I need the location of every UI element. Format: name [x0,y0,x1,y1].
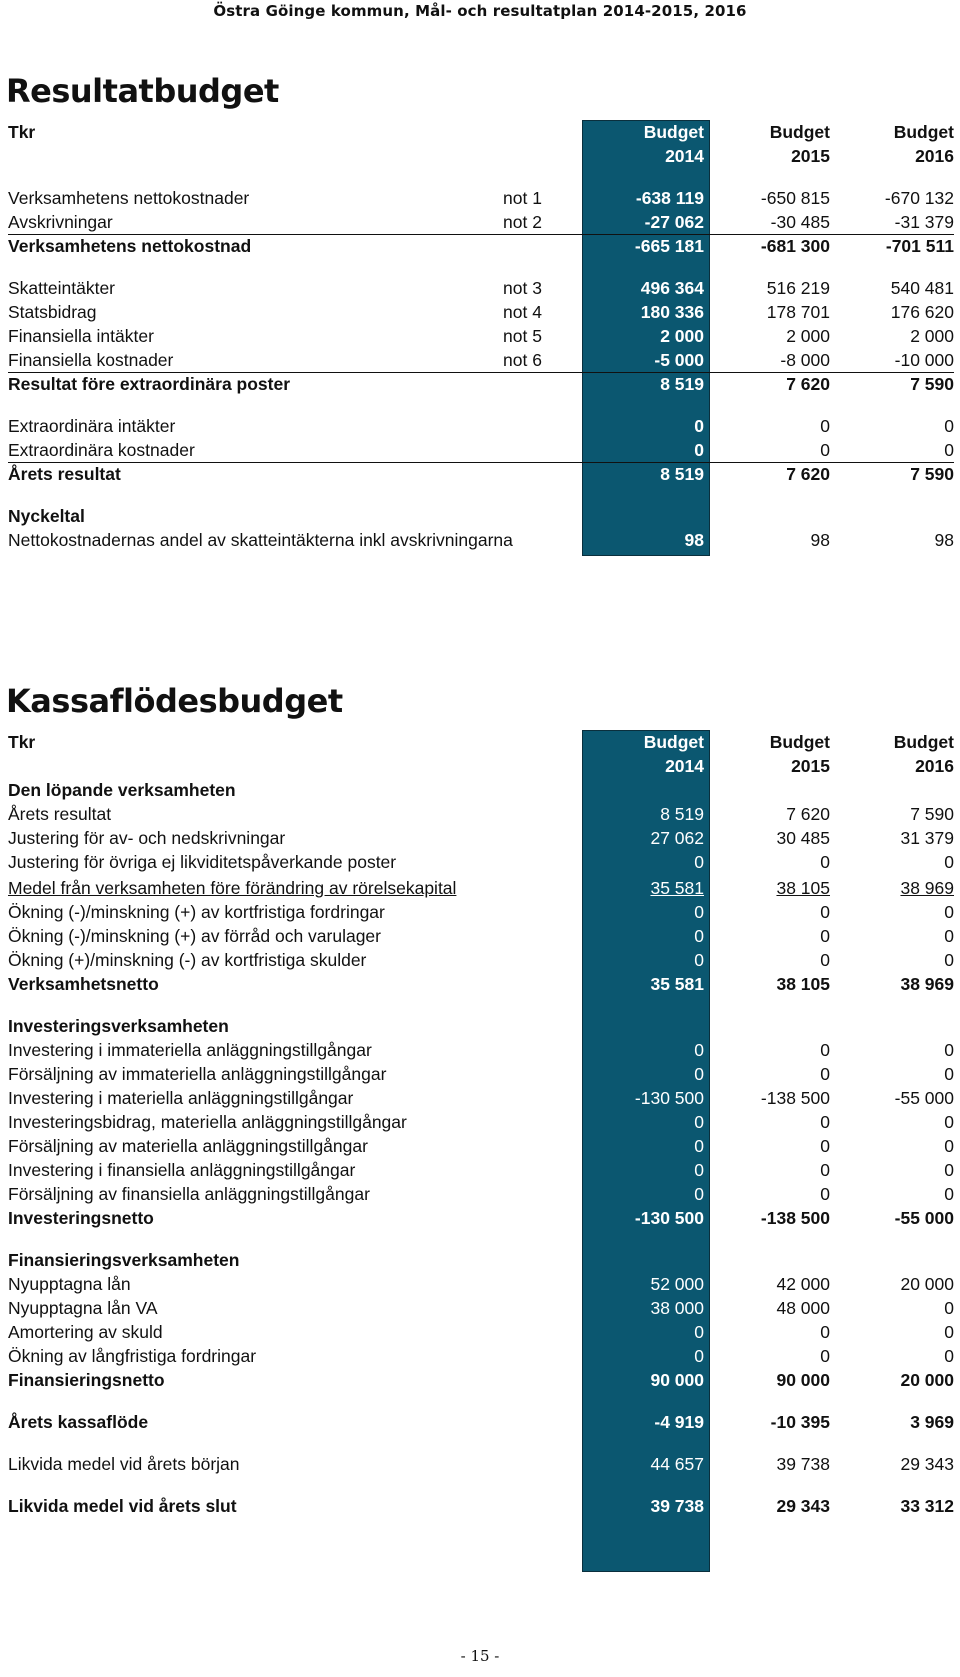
cell-value: 0 [944,902,954,922]
section-heading: Finansieringsverksamheten [8,1250,240,1270]
table-header-row [8,144,954,169]
cell-value: 0 [694,1040,704,1060]
table-row [8,1062,954,1087]
cell-value: 3 969 [910,1412,954,1432]
cell-value: 180 336 [640,302,704,322]
row-label: Försäljning av finansiella anläggningstillgångar [8,1184,370,1204]
resultatbudget-table [8,118,954,558]
cell-value: 0 [820,852,830,872]
cell-value: 0 [820,1064,830,1084]
cell-value: 31 379 [900,828,954,848]
kassaflodesbudget-table [8,728,954,1573]
cell-value: 48 000 [776,1298,830,1318]
cell-value: 39 738 [776,1454,830,1474]
section-heading-row [8,778,954,803]
cell-value: 0 [820,1136,830,1156]
row-label: Extraordinära kostnader [8,440,195,460]
row-label: Investeringsbidrag, materiella anläggningstillgångar [8,1112,407,1132]
cell-value: 38 105 [776,974,830,994]
cell-value: 0 [694,852,704,872]
cell-value: 0 [944,1112,954,1132]
cell-value: 0 [944,1322,954,1342]
row-label: Amortering av skuld [8,1322,163,1342]
cell-value: 2 000 [910,326,954,346]
cell-value: 0 [820,902,830,922]
row-note: not 2 [503,212,542,232]
row-label: Nyupptagna lån [8,1274,131,1294]
cell-value: 0 [694,1322,704,1342]
column-header-year: 2016 [915,146,954,166]
cell-value: 90 000 [776,1370,830,1390]
kassaflodesbudget-title: Kassaflödesbudget [6,682,343,720]
cell-value: 540 481 [890,278,954,298]
table-row [8,438,954,463]
cell-value: 7 590 [910,804,954,824]
row-label: Finansieringsnetto [8,1370,165,1390]
cell-value: -5 000 [654,350,704,370]
cell-value: 38 105 [776,878,830,898]
section-heading: Den löpande verksamheten [8,780,236,800]
cell-value: 38 969 [900,974,954,994]
cell-value: 20 000 [900,1274,954,1294]
column-header: Budget [643,122,704,142]
cell-value: 98 [934,530,954,550]
table-row [8,1086,954,1111]
column-header: Budget [643,732,704,752]
row-note: not 4 [503,302,542,322]
section-heading-row [8,504,954,529]
table-header-row [8,120,954,145]
table-row [8,186,954,211]
table-row [8,300,954,325]
table-header-row [8,730,954,755]
column-header: Budget [769,122,830,142]
cell-value: 0 [820,1160,830,1180]
cell-value: -27 062 [644,212,704,232]
table-row [8,1110,954,1135]
cell-value: 39 738 [650,1496,704,1516]
cell-value: 7 590 [910,374,954,394]
row-label: Justering för av- och nedskrivningar [8,828,286,848]
row-note: not 1 [503,188,542,208]
table-row-total [8,234,954,259]
cell-value: 42 000 [776,1274,830,1294]
cell-value: 0 [944,440,954,460]
table-row [8,528,954,553]
row-label: Ökning (-)/minskning (+) av förråd och varulager [8,926,381,946]
row-label: Nyupptagna lån VA [8,1298,158,1318]
column-header-year: 2015 [791,146,830,166]
table-row-total [8,462,954,487]
table-row [8,1320,954,1345]
row-label: Statsbidrag [8,302,97,322]
table-row-total [8,1494,954,1519]
column-header: Budget [769,732,830,752]
row-label: Verksamhetsnetto [8,974,159,994]
cell-value: 7 590 [910,464,954,484]
cell-value: 29 343 [900,1454,954,1474]
table-row [8,850,954,875]
table-row [8,826,954,851]
table-row [8,1344,954,1369]
cell-value: 0 [944,1040,954,1060]
cell-value: 33 312 [900,1496,954,1516]
cell-value: 0 [820,1346,830,1366]
cell-value: 7 620 [786,804,830,824]
table-row [8,1452,954,1477]
cell-value: 35 581 [650,878,704,898]
cell-value: -701 511 [885,236,954,256]
table-row-total [8,1410,954,1435]
cell-value: -30 485 [770,212,830,232]
cell-value: -31 379 [894,212,954,232]
cell-value: -638 119 [635,188,704,208]
cell-value: 178 701 [766,302,830,322]
cell-value: 0 [944,852,954,872]
cell-value: 38 000 [650,1298,704,1318]
cell-value: 27 062 [650,828,704,848]
cell-value: 0 [694,1346,704,1366]
cell-value: -55 000 [894,1208,954,1228]
row-label: Investering i immateriella anläggningstillgångar [8,1040,372,1060]
row-label: Ökning (+)/minskning (-) av kortfristiga skulder [8,950,367,970]
row-label: Likvida medel vid årets slut [8,1496,237,1516]
row-label: Medel från verksamheten före förändring av rörelsekapital [8,878,457,898]
table-row [8,1134,954,1159]
table-row [8,1272,954,1297]
cell-value: 0 [944,1298,954,1318]
cell-value: 0 [944,950,954,970]
cell-value: 0 [944,1184,954,1204]
cell-value: -138 500 [760,1088,830,1108]
cell-value: 0 [694,1064,704,1084]
cell-value: 176 620 [890,302,954,322]
column-header: Budget [893,122,954,142]
column-header-year: 2015 [791,756,830,776]
cell-value: 0 [944,1136,954,1156]
cell-value: 0 [694,416,704,436]
page-number: - 15 - [460,1647,500,1665]
cell-value: -10 000 [894,350,954,370]
cell-value: 0 [694,902,704,922]
cell-value: 0 [820,1322,830,1342]
table-row [8,276,954,301]
row-label: Finansiella intäkter [8,326,154,346]
cell-value: 30 485 [776,828,830,848]
table-row [8,1038,954,1063]
table-row [8,948,954,973]
table-row [8,802,954,827]
row-label: Justering för övriga ej likviditetspåverkande poster [8,852,397,872]
table-row [8,1296,954,1321]
cell-value: 0 [694,926,704,946]
table-row [8,924,954,949]
cell-value: 0 [820,950,830,970]
row-label: Extraordinära intäkter [8,416,176,436]
cell-value: 8 519 [660,464,704,484]
table-row [8,324,954,349]
table-row [8,348,954,373]
cell-value: 0 [694,1136,704,1156]
table-row-total [8,972,954,997]
cell-value: 0 [694,1184,704,1204]
cell-value: -8 000 [780,350,830,370]
row-label: Försäljning av immateriella anläggningstillgångar [8,1064,387,1084]
table-row [8,1158,954,1183]
row-label: Ökning av långfristiga fordringar [8,1346,257,1366]
column-header-year: 2014 [665,146,704,166]
cell-value: -10 395 [770,1412,830,1432]
cell-value: 0 [944,1064,954,1084]
row-label: Ökning (-)/minskning (+) av kortfristiga fordringar [8,902,385,922]
cell-value: 20 000 [900,1370,954,1390]
cell-value: 496 364 [640,278,704,298]
section-heading-row [8,1248,954,1273]
cell-value: 8 519 [660,374,704,394]
column-header: Budget [893,732,954,752]
row-label: Försäljning av materiella anläggningstillgångar [8,1136,368,1156]
cell-value: -130 500 [634,1088,704,1108]
cell-value: 0 [820,1112,830,1132]
cell-value: 0 [820,416,830,436]
cell-value: 0 [694,1112,704,1132]
table-row-total [8,1206,954,1231]
cell-value: 0 [944,1346,954,1366]
row-label: Verksamhetens nettokostnader [8,188,250,208]
row-label: Nettokostnadernas andel av skatteintäkterna inkl avskrivningarna [8,530,513,550]
cell-value: 98 [810,530,830,550]
row-label: Årets resultat [8,804,112,824]
cell-value: 98 [684,530,704,550]
cell-value: 0 [944,1160,954,1180]
cell-value: -670 132 [884,188,954,208]
row-label: Årets resultat [8,464,121,484]
resultatbudget-title: Resultatbudget [6,72,279,110]
table-row [8,414,954,439]
table-row-subtotal [8,876,954,901]
cell-value: -55 000 [894,1088,954,1108]
row-note: not 5 [503,326,542,346]
cell-value: 8 519 [660,804,704,824]
unit-label: Tkr [8,732,36,752]
row-label: Investering i finansiella anläggningstillgångar [8,1160,356,1180]
section-heading: Nyckeltal [8,506,85,526]
cell-value: 0 [820,1040,830,1060]
cell-value: 0 [694,950,704,970]
cell-value: 0 [820,1184,830,1204]
page-header: Östra Göinge kommun, Mål- och resultatplan 2014-2015, 2016 [213,2,747,20]
row-label: Avskrivningar [8,212,113,232]
cell-value: 0 [820,440,830,460]
row-label: Skatteintäkter [8,278,115,298]
cell-value: 90 000 [650,1370,704,1390]
row-label: Resultat före extraordinära poster [8,374,291,394]
cell-value: 7 620 [786,374,830,394]
table-row [8,1182,954,1207]
column-header-year: 2014 [665,756,704,776]
cell-value: 2 000 [786,326,830,346]
cell-value: 0 [944,416,954,436]
cell-value: -665 181 [634,236,704,256]
cell-value: 35 581 [650,974,704,994]
table-header-row [8,754,954,779]
unit-label: Tkr [8,122,36,142]
row-label: Likvida medel vid årets början [8,1454,240,1474]
cell-value: -130 500 [634,1208,704,1228]
cell-value: -681 300 [760,236,830,256]
table-row [8,210,954,235]
row-label: Investering i materiella anläggningstillgångar [8,1088,354,1108]
table-row-total [8,372,954,397]
cell-value: 0 [820,926,830,946]
row-note: not 3 [503,278,542,298]
row-label: Årets kassaflöde [8,1412,149,1432]
row-label: Finansiella kostnader [8,350,174,370]
cell-value: 516 219 [766,278,830,298]
table-row [8,900,954,925]
row-label: Investeringsnetto [8,1208,154,1228]
cell-value: 0 [944,926,954,946]
cell-value: -4 919 [654,1412,704,1432]
cell-value: 38 969 [900,878,954,898]
section-heading-row [8,1014,954,1039]
cell-value: 2 000 [660,326,704,346]
row-label: Verksamhetens nettokostnad [8,236,252,256]
cell-value: 0 [694,1160,704,1180]
cell-value: -138 500 [760,1208,830,1228]
section-heading: Investeringsverksamheten [8,1016,229,1036]
cell-value: 7 620 [786,464,830,484]
row-note: not 6 [503,350,542,370]
table-row-total [8,1368,954,1393]
cell-value: 29 343 [776,1496,830,1516]
cell-value: -650 815 [760,188,830,208]
cell-value: 52 000 [650,1274,704,1294]
cell-value: 0 [694,440,704,460]
cell-value: 44 657 [650,1454,704,1474]
column-header-year: 2016 [915,756,954,776]
